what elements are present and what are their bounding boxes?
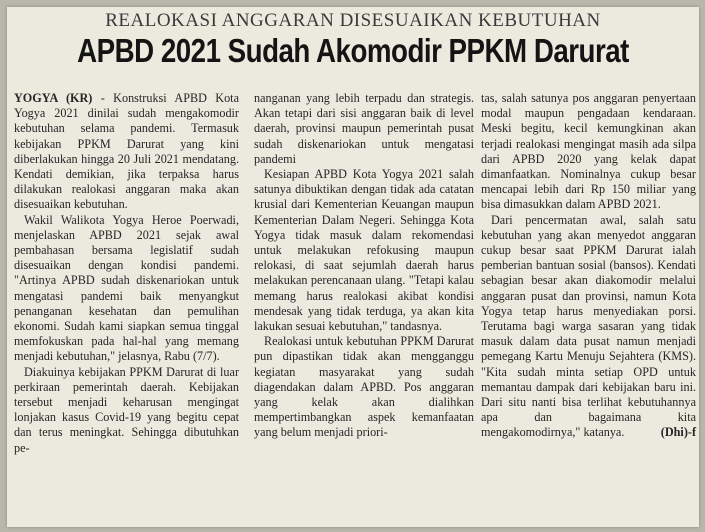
column-3-paragraph-1: tas, salah satunya pos anggaran penyertaan modal maupun pengadaan kendaraan. Meski begitu, kecil kemungkinan akan terjadi realokasi mengingat masih ada silpa dari APBD 2020 yang kelak dapat dimanfaatkan. Nominalnya cukup besar mencapai lebih dari Rp 150 miliar yang bisa dimasukkan dalam APBD 2021. <box>481 91 696 212</box>
newspaper-clipping <box>7 7 699 527</box>
article-kicker: REALOKASI ANGGARAN DISESUAIKAN KEBUTUHAN <box>105 10 601 31</box>
column-1-paragraph-1 <box>14 91 239 213</box>
article-column-3 <box>481 91 696 441</box>
column-3-paragraph-2-text: Dari pencermatan awal, salah satu kebutuhan yang akan menyedot anggaran cukup besar saat PPKM Darurat ialah pemberian bantuan sosial (bansos). Kendati sebagian besar akan diakomodir melalui anggaran pusat dan provinsi, namun Kota Yogya tetap harus menyediakan porsi. Terutama bagi warga sasaran yang tidak masuk dalam data pusat namun menjadi pemegang Kartu Menuju Sejahtera (KMS). "Kita sudah minta setiap OPD untuk memantau dampak dari kebijakan baru ini. Dari situ nanti bisa terlihat kebutuhannya apa dan bagaimana kita mengakomodirnya," katanya. <box>481 212 696 440</box>
column-3-paragraph-2 <box>481 213 696 441</box>
column-2-paragraph-2: Kesiapan APBD Kota Yogya 2021 salah satunya dibuktikan dengan tidak ada catatan krusial dari Kementerian Keuangan maupun Kementerian Dalam Negeri. Sehingga Kota Yogya tidak masuk dalam rekomendasi untuk melakukan refokusing maupun relokasi, di saat sejumlah daerah harus melakukan perencanaan ulang. "Tetapi kalau memang harus realokasi akibat kondisi mendesak yang tidak terduga, ya akan kita lakukan sesuai kebutuhan," tandasnya. <box>254 167 474 334</box>
article-column-1 <box>14 91 239 456</box>
column-1-paragraph-2: Wakil Walikota Yogya Heroe Poerwadi, menjelaskan APBD 2021 sejak awal pembahasan bersama legislatif sudah disesuaikan dengan kondisi pandemi. "Artinya APBD sudah diskenariokan untuk mengatasi pandemi baik menyangkut penanganan kesehatan dan pemulihan ekonomi. Sudah kami siapkan semua tinggal memfokuskan pada hal-hal yang memang menjadi kebutuhan," jelasnya, Rabu (7/7). <box>14 212 239 364</box>
column-1-paragraph-3: Diakuinya kebijakan PPKM Darurat di luar perkiraan pemerintah daerah. Kebijakan tersebut menjadi keharusan mengingat lonjakan kasus Covid-19 yang begitu cepat dan terus meningkat. Sehingga dibutuhkan pe- <box>14 364 239 455</box>
article-headline: APBD 2021 Sudah Akomodir PPKM Darurat <box>77 32 629 69</box>
column-1-paragraph-1-text: - Konstruksi APBD Kota Yogya 2021 dinilai sudah mengakomodir kebutuhan selama pandemi. Termasuk kebijakan PPKM Darurat yang kini diberlakukan hingga 20 Juli 2021 mendatang. Kendati demikian, jika terpaksa harus dilakukan realokasi anggaran maka akan disesuaikan kebutuhan. <box>14 91 239 212</box>
column-2-paragraph-1: nanganan yang lebih terpadu dan strategis. Akan tetapi dari sisi anggaran baik di level daerah, provinsi maupun pemerintah pusat sudah diskenariokan untuk mengatasi pandemi <box>254 91 474 166</box>
article-signature: (Dhi)-f <box>660 425 696 440</box>
article-column-2 <box>254 91 474 441</box>
column-2-paragraph-3: Realokasi untuk kebutuhan PPKM Darurat pun dipastikan tidak akan mengganggu kegiatan masyarakat yang sudah diagendakan dalam APBD. Pos anggaran yang kelak akan dialihkan mempertimbangkan aspek kemanfaatan yang belum menjadi priori- <box>254 334 474 440</box>
article-dateline: YOGYA (KR) <box>14 91 93 105</box>
